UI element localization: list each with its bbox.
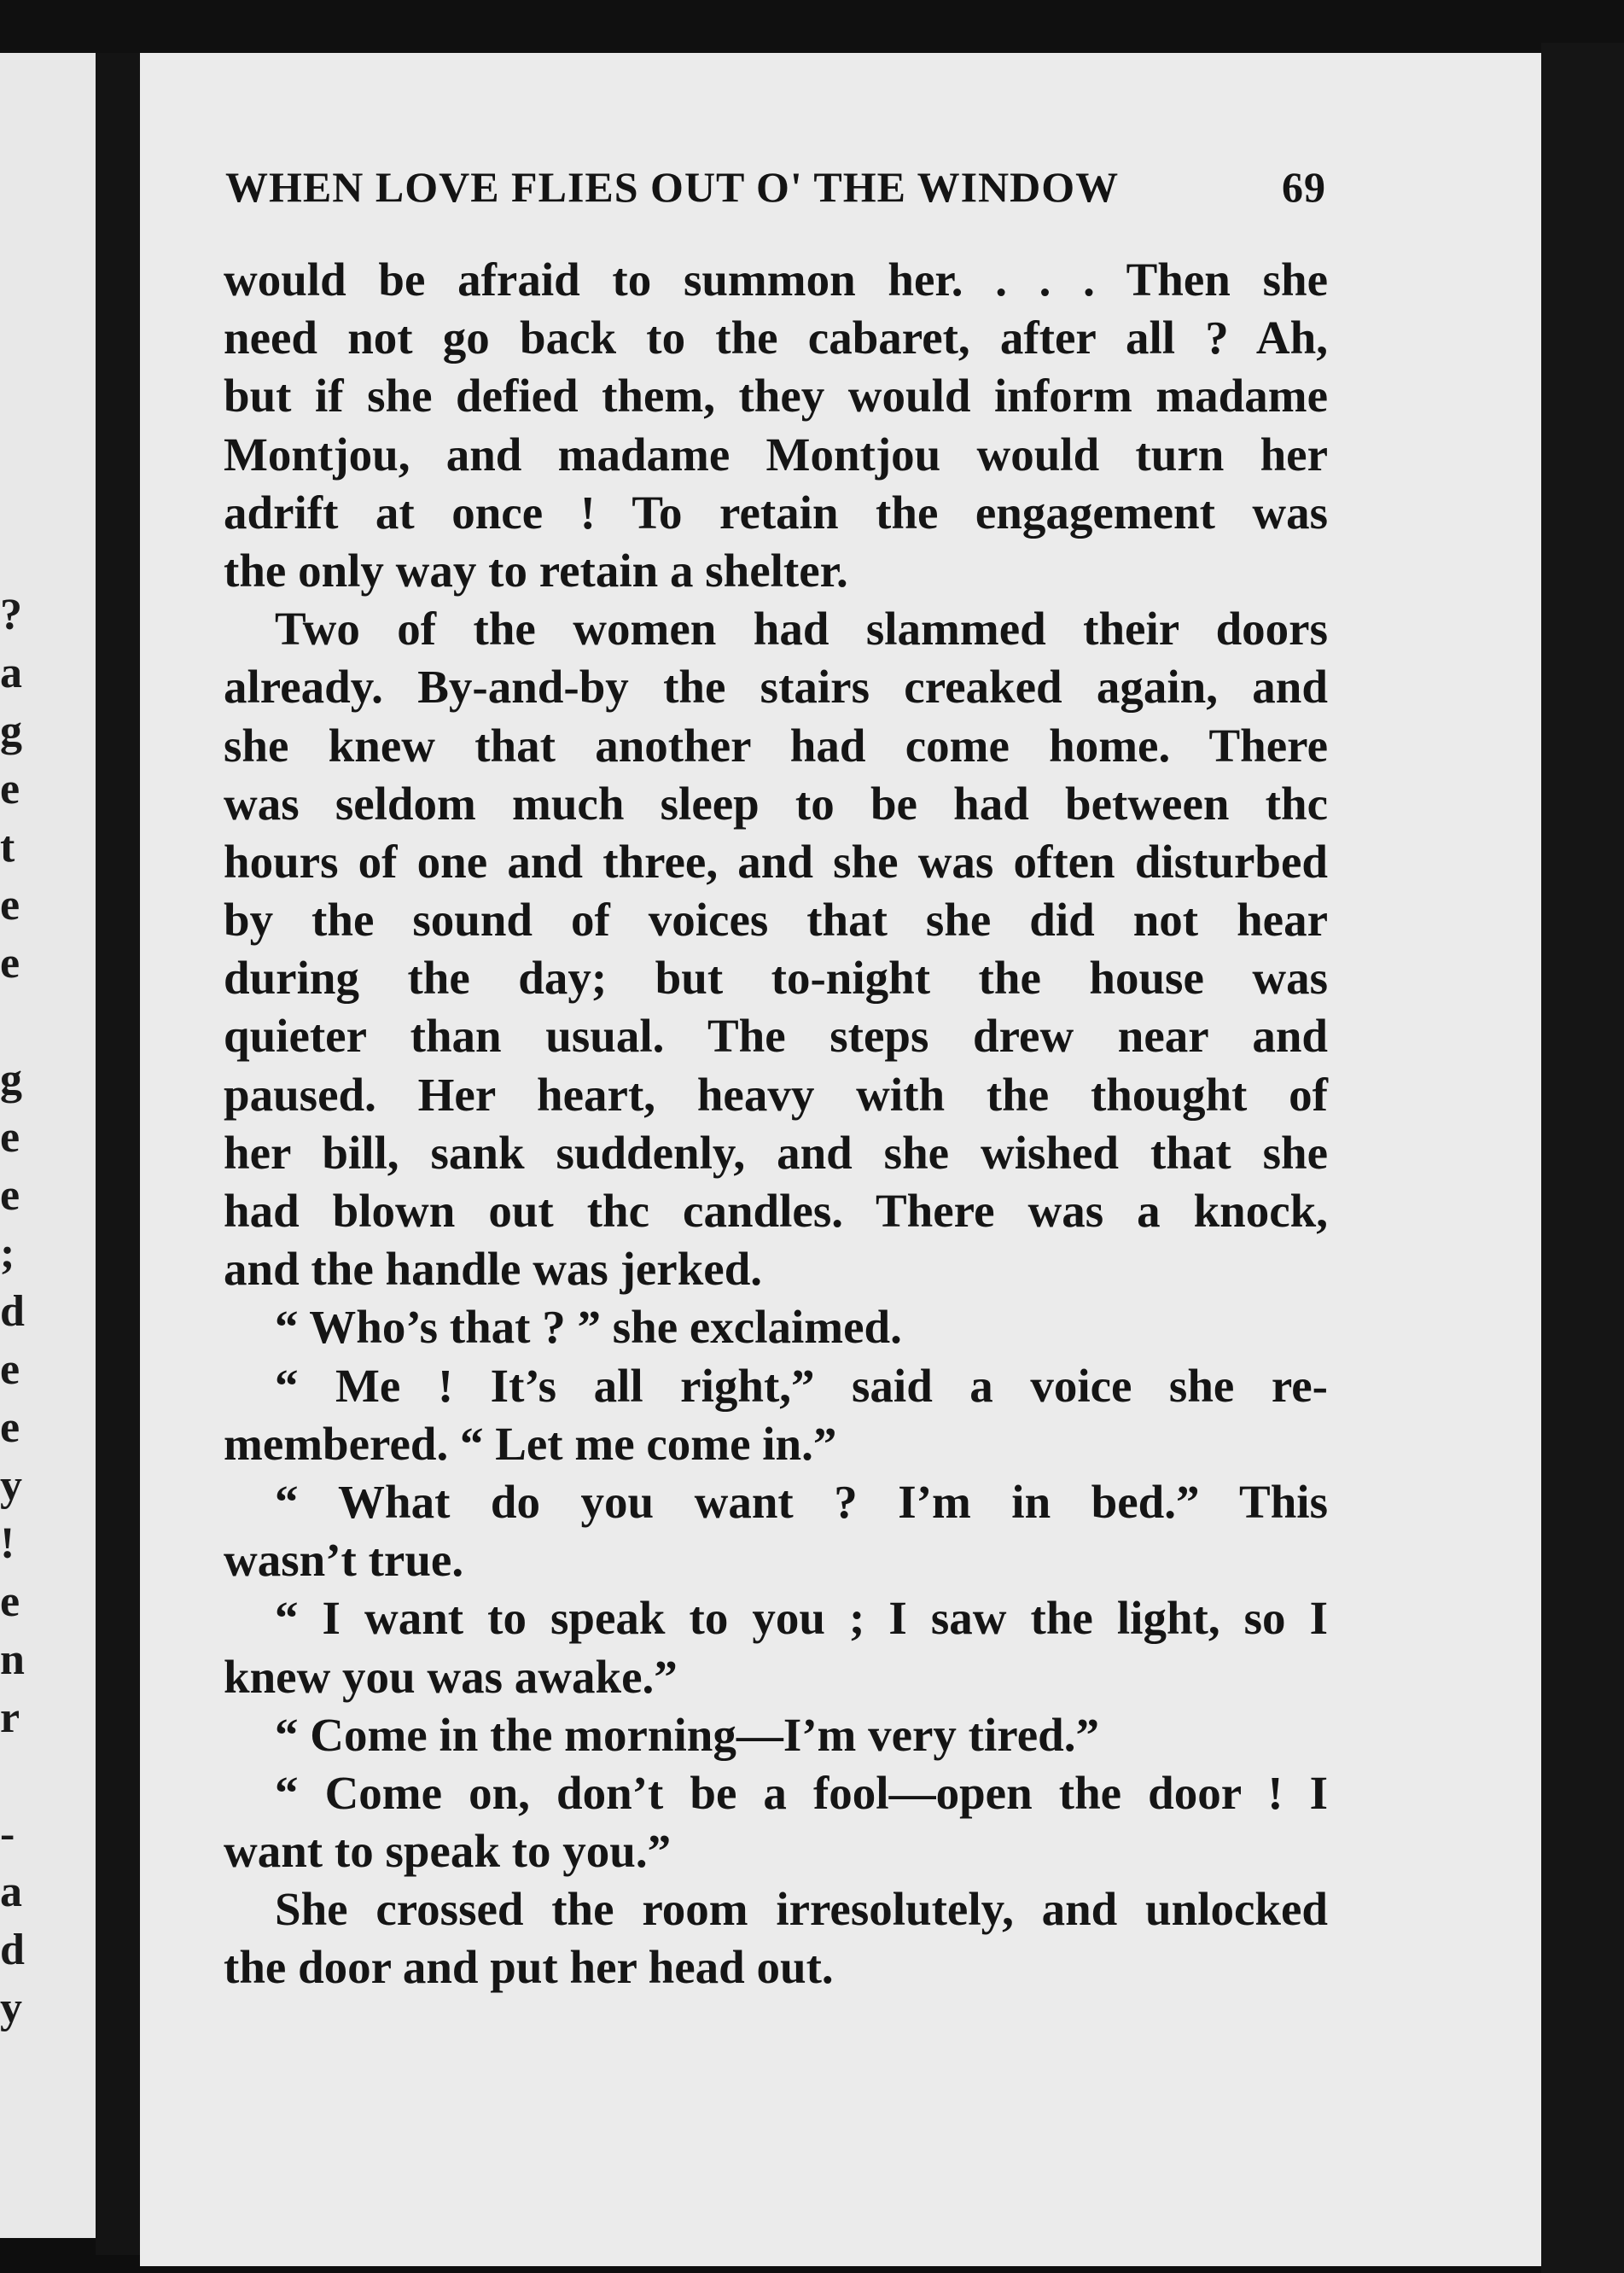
text-line: “ What do you want ? I’m in bed.” This (275, 1475, 1328, 1528)
text-line: the only way to retain a shelter. (224, 544, 848, 597)
facing-page-fragment: - (0, 1810, 15, 1858)
facing-page-edge (0, 53, 96, 2238)
text-line: She crossed the room irresolutely, and unlocked (275, 1883, 1328, 1936)
facing-page-fragment: y (0, 1461, 22, 1510)
facing-page-fragment: ; (0, 1229, 15, 1278)
facing-page-fragment: e (0, 1113, 20, 1162)
page-number: 69 (1282, 163, 1326, 211)
text-line: membered. “ Let me come in.” (224, 1417, 837, 1470)
text-line: the door and put her head out. (224, 1941, 834, 1994)
facing-page-fragment: e (0, 1403, 20, 1452)
text-line: wasn’t true. (224, 1534, 464, 1587)
running-title: WHEN LOVE FLIES OUT O' THE WINDOW (225, 163, 1120, 211)
facing-page-fragment: e (0, 939, 20, 988)
facing-page-fragment: a (0, 1868, 22, 1916)
text-line: would be afraid to summon her. . . . Then she (224, 254, 1328, 306)
text-line: already. By-and-by the stairs creaked again, and (224, 661, 1328, 714)
text-line: she knew that another had come home. There (224, 719, 1328, 772)
text-line: but if she defied them, they would inform madame (224, 370, 1328, 423)
facing-page-fragment: e (0, 1171, 20, 1220)
text-line: “ Who’s that ? ” she exclaimed. (275, 1301, 902, 1354)
facing-page-fragment: ! (0, 1519, 15, 1568)
facing-page-fragment (0, 993, 26, 1051)
facing-page-fragment: d (0, 1287, 25, 1336)
facing-page-fragment: n (0, 1635, 25, 1684)
scanner-top-margin (0, 0, 1624, 53)
text-line: Montjou, and madame Montjou would turn her (224, 428, 1328, 481)
facing-page-line-endings (0, 586, 26, 2037)
text-line: knew you was awake.” (224, 1650, 678, 1703)
facing-page-fragment: g (0, 1055, 22, 1104)
text-line: by the sound of voices that she did not hear (224, 894, 1328, 947)
text-line: quieter than usual. The steps drew near and (224, 1010, 1328, 1063)
facing-page-fragment: r (0, 1693, 20, 1742)
facing-page-fragment: e (0, 1577, 20, 1626)
text-line: had blown out thc candles. There was a knock, (224, 1185, 1328, 1237)
text-line: Two of the women had slammed their doors (275, 603, 1328, 656)
text-line: “ Come in the morning—I’m very tired.” (275, 1708, 1099, 1761)
text-line: need not go back to the cabaret, after all ? Ah, (224, 312, 1328, 364)
facing-page-fragment: e (0, 765, 20, 813)
text-line: adrift at once ! To retain the engagement was (224, 486, 1328, 539)
page-header (225, 162, 1326, 212)
text-line: during the day; but to-night the house was (224, 952, 1328, 1005)
body-text (224, 251, 1328, 1997)
scanner-right-margin (1541, 43, 1624, 2273)
text-line: want to speak to you.” (224, 1825, 672, 1878)
text-line: “ Me ! It’s all right,” said a voice she re- (275, 1359, 1328, 1412)
text-line: her bill, sank suddenly, and she wished that she (224, 1126, 1328, 1179)
facing-page-fragment (0, 1747, 26, 1805)
text-line: hours of one and three, and she was often disturbed (224, 835, 1328, 888)
facing-page-fragment: g (0, 707, 22, 755)
facing-page-fragment: ? (0, 591, 22, 639)
facing-page-fragment: t (0, 823, 15, 871)
facing-page-fragment: y (0, 1984, 22, 2032)
text-line: “ Come on, don’t be a fool—open the door ! I (275, 1766, 1328, 1819)
text-line: and the handle was jerked. (224, 1243, 763, 1296)
text-line: was seldom much sleep to be had between thc (224, 777, 1328, 830)
facing-page-fragment: d (0, 1926, 25, 1974)
text-line: paused. Her heart, heavy with the thought of (224, 1068, 1328, 1121)
facing-page-fragment: a (0, 649, 22, 697)
facing-page-fragment: e (0, 881, 20, 930)
text-line: “ I want to speak to you ; I saw the light, so I (275, 1592, 1328, 1645)
facing-page-fragment: e (0, 1345, 20, 1394)
book-gutter (96, 53, 140, 2255)
